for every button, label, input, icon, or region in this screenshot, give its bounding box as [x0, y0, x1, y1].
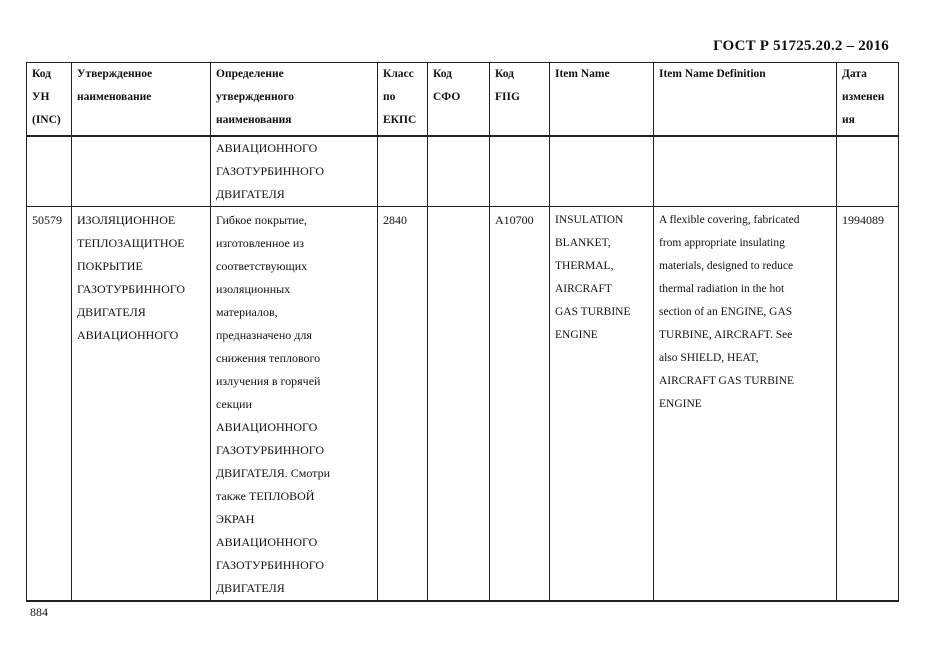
- fiig-code-cell: A10700: [490, 207, 550, 602]
- class-cell: 2840: [378, 207, 428, 602]
- table-row: [27, 207, 899, 602]
- definition-cell: Гибкое покрытие, изготовленное из соответствующих изоляционных материалов, предназначено для снижения теплового излучения в горячей секции АВИАЦИОННОГО ГАЗОТУРБИННОГО ДВИГАТЕЛЯ. Смотри также ТЕПЛОВОЙ ЭКРАН АВИАЦИОННОГО ГАЗОТУРБИННОГО ДВИГАТЕЛЯ: [211, 207, 378, 602]
- header-sfo-code: Код СФО: [428, 63, 490, 137]
- table-cell: [72, 136, 211, 207]
- table-cell: [654, 136, 837, 207]
- header-item-name-definition: Item Name Definition: [654, 63, 837, 137]
- item-name-definition-cell: A flexible covering, fabricated from appropriate insulating materials, designed to reduce thermal radiation in the hot section of an ENGINE, GAS TURBINE, AIRCRAFT. See also SHIELD, HEAT, AIRCRAFT GAS TURBINE ENGINE: [654, 207, 837, 602]
- table-cell: [378, 136, 428, 207]
- table-cell: [27, 136, 72, 207]
- sfo-code-cell: [428, 207, 490, 602]
- header-class: Класс по ЕКПС: [378, 63, 428, 137]
- header-fiig-code: Код FIIG: [490, 63, 550, 137]
- table-cell: АВИАЦИОННОГО ГАЗОТУРБИННОГО ДВИГАТЕЛЯ: [211, 136, 378, 207]
- header-definition: Определение утвержденного наименования: [211, 63, 378, 137]
- continuation-row: [27, 136, 899, 207]
- header-item-name: Item Name: [550, 63, 654, 137]
- change-date-cell: 1994089: [837, 207, 899, 602]
- approved-name-cell: ИЗОЛЯЦИОННОЕ ТЕПЛОЗАЩИТНОЕ ПОКРЫТИЕ ГАЗОТУРБИННОГО ДВИГАТЕЛЯ АВИАЦИОННОГО: [72, 207, 211, 602]
- catalog-table: [26, 62, 899, 602]
- header-inc-code: Код УН (INC): [27, 63, 72, 137]
- table-cell: [428, 136, 490, 207]
- table-cell: [490, 136, 550, 207]
- table-cell: [550, 136, 654, 207]
- header-row: [27, 63, 899, 137]
- inc-code-cell: 50579: [27, 207, 72, 602]
- table-cell: [837, 136, 899, 207]
- header-approved-name: Утвержденное наименование: [72, 63, 211, 137]
- page-number: 884: [30, 605, 48, 619]
- header-change-date: Дата изменен ия: [837, 63, 899, 137]
- item-name-cell: INSULATION BLANKET, THERMAL, AIRCRAFT GAS TURBINE ENGINE: [550, 207, 654, 602]
- document-title: ГОСТ Р 51725.20.2 – 2016: [713, 38, 889, 54]
